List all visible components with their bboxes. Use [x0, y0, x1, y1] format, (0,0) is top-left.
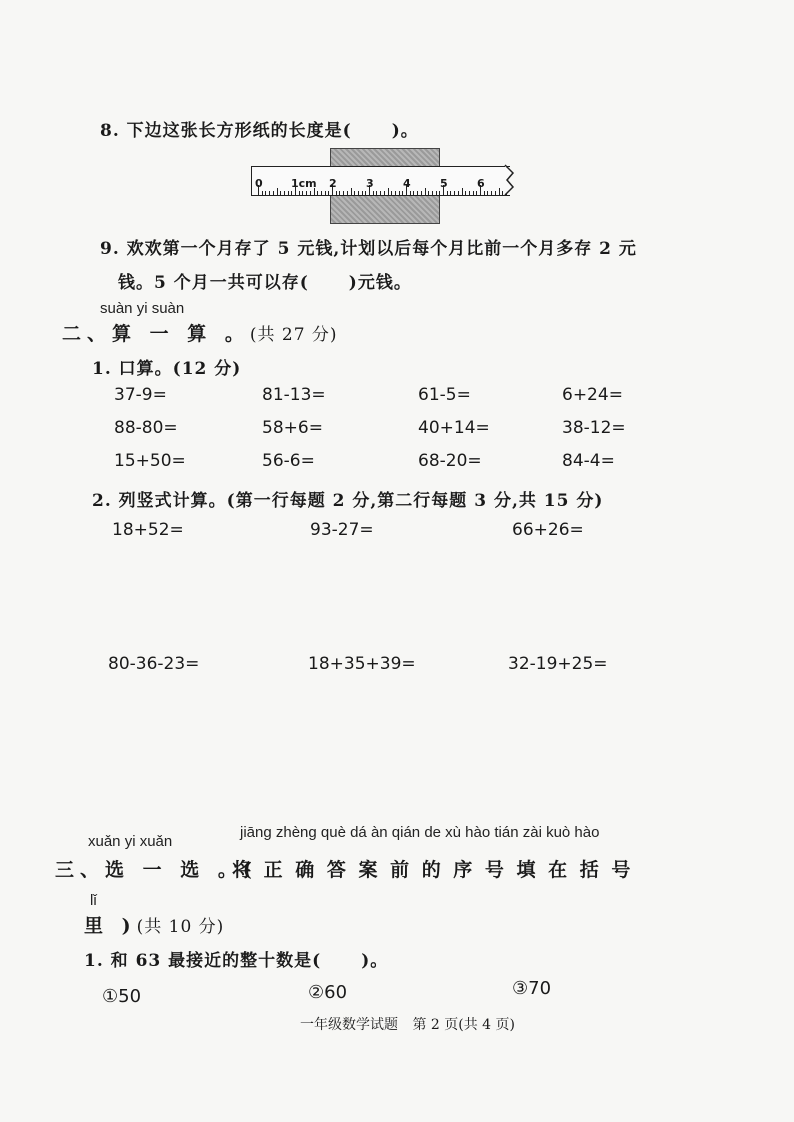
section-score: (共 27 分) — [249, 325, 338, 345]
section-score: (共 10 分) — [136, 917, 225, 937]
question-number: 9. — [100, 239, 120, 259]
ruler-tick — [291, 191, 292, 195]
oral-problem: 68-20= — [418, 451, 482, 471]
ruler-tick — [376, 191, 377, 195]
ruler-tick — [269, 191, 270, 195]
ruler-tick — [265, 191, 266, 195]
ruler-label: 6 — [477, 177, 485, 190]
ruler-tick — [273, 191, 274, 195]
section-3-pinyin-2: jiāng zhèng què dá àn qián de xù hào tián zài kuò hào — [240, 824, 600, 841]
ruler-tick — [343, 191, 344, 195]
ruler-tick — [277, 188, 278, 195]
ruler-tick — [317, 191, 318, 195]
ruler-tick — [380, 191, 381, 195]
ruler-tick — [454, 191, 455, 195]
oral-problem: 40+14= — [418, 418, 490, 438]
vertical-problem: 80-36-23= — [108, 654, 200, 674]
ruler-tick — [373, 191, 374, 195]
oral-problem: 81-13= — [262, 385, 326, 405]
vertical-problem: 18+52= — [112, 520, 184, 540]
question-text-line2a: 钱。5 个月一共可以存( — [118, 273, 309, 293]
question-number: 1. — [84, 951, 104, 971]
ruler-tick — [439, 191, 440, 195]
page-footer — [300, 1014, 515, 1034]
question-text: 下边这张长方形纸的长度是( — [126, 121, 352, 141]
vertical-problem: 32-19+25= — [508, 654, 608, 674]
ruler-tick — [328, 191, 329, 195]
ruler-label: 4 — [403, 177, 411, 190]
ruler-tick — [347, 191, 348, 195]
section-3-title-line2 — [84, 911, 224, 938]
ruler-label: 1cm — [291, 177, 317, 190]
oral-problem: 61-5= — [418, 385, 471, 405]
oral-problem: 56-6= — [262, 451, 315, 471]
section-title-text: 二、算 一 算 。 — [62, 323, 250, 345]
s2-question-2-title: 2. 列竖式计算。(第一行每题 2 分,第二行每题 3 分,共 15 分) — [92, 491, 604, 511]
ruler-label: 3 — [366, 177, 374, 190]
ruler-tick — [476, 191, 477, 195]
footer-title: 一年级数学试题 — [300, 1017, 398, 1033]
question-text: 和 63 最接近的整十数是( — [110, 951, 322, 971]
ruler-tick — [484, 191, 485, 195]
oral-problem: 6+24= — [562, 385, 623, 405]
question-tail: )。 — [391, 121, 419, 141]
oral-problem: 88-80= — [114, 418, 178, 438]
oral-problem: 84-4= — [562, 451, 615, 471]
ruler-tick — [321, 191, 322, 195]
oral-problem: 38-12= — [562, 418, 626, 438]
option-2[interactable]: ②60 — [308, 982, 348, 1003]
question-9 — [100, 234, 637, 259]
ruler-tick — [280, 191, 281, 195]
ruler-tick — [310, 191, 311, 195]
ruler-tick — [384, 191, 385, 195]
ruler-tick — [284, 191, 285, 195]
ruler — [251, 166, 510, 196]
ruler-tick — [336, 191, 337, 195]
ruler-tick — [388, 188, 389, 195]
ruler-tick — [436, 191, 437, 195]
ruler-tick — [395, 191, 396, 195]
ruler-tick — [462, 188, 463, 195]
ruler-tick — [391, 191, 392, 195]
ruler-tick — [354, 191, 355, 195]
ruler-tick — [469, 191, 470, 195]
oral-problem: 15+50= — [114, 451, 186, 471]
ruler-tick — [299, 191, 300, 195]
ruler-tick — [487, 191, 488, 195]
option-3[interactable]: ③70 — [512, 978, 552, 999]
question-number: 8. — [100, 121, 120, 141]
section-3-pinyin-3: lǐ — [90, 892, 97, 909]
ruler-broken-end-icon — [503, 164, 517, 196]
section-title-text: 三、选 一 选 。( — [55, 859, 258, 881]
question-tail: )。 — [361, 951, 389, 971]
ruler-tick — [473, 191, 474, 195]
question-8 — [100, 116, 419, 141]
ruler-tick — [365, 191, 366, 195]
ruler-tick — [458, 191, 459, 195]
section-2-pinyin: suàn yi suàn — [100, 300, 185, 317]
ruler-tick — [402, 191, 403, 195]
ruler-tick — [495, 191, 496, 195]
ruler-tick — [410, 191, 411, 195]
question-text-line1: 欢欢第一个月存了 5 元钱,计划以后每个月比前一个月多存 2 元 — [126, 239, 637, 259]
question-text-line2b: )元钱。 — [348, 273, 412, 293]
ruler-tick — [432, 191, 433, 195]
section-3-pinyin-1: xuǎn yi xuǎn — [88, 833, 173, 850]
s2-question-1-title: 1. 口算。(12 分) — [92, 359, 242, 379]
section-title-text: 里 ) — [84, 915, 137, 937]
ruler-tick — [417, 191, 418, 195]
ruler-tick — [413, 191, 414, 195]
question-9-line2 — [118, 268, 412, 293]
vertical-problem: 66+26= — [512, 520, 584, 540]
section-3-title-rest: 将 正 确 答 案 前 的 序 号 填 在 括 号 — [232, 859, 634, 881]
ruler-label: 0 — [255, 177, 263, 190]
ruler-tick — [358, 191, 359, 195]
ruler-tick — [302, 191, 303, 195]
ruler-tick — [288, 191, 289, 195]
ruler-tick — [421, 191, 422, 195]
ruler-tick — [447, 191, 448, 195]
ruler-tick — [450, 191, 451, 195]
ruler-tick — [325, 191, 326, 195]
section-3-title — [55, 855, 258, 882]
footer-page: 第 2 页(共 4 页) — [412, 1017, 515, 1033]
s3-question-1 — [84, 946, 388, 971]
ruler-tick — [339, 191, 340, 195]
ruler-tick — [306, 191, 307, 195]
ruler-label: 5 — [440, 177, 448, 190]
vertical-problem: 93-27= — [310, 520, 374, 540]
ruler-tick — [465, 191, 466, 195]
ruler-label: 2 — [329, 177, 337, 190]
oral-problem: 58+6= — [262, 418, 323, 438]
ruler-tick — [499, 188, 500, 195]
vertical-problem: 18+35+39= — [308, 654, 416, 674]
option-1[interactable]: ①50 — [102, 986, 142, 1007]
oral-problem: 37-9= — [114, 385, 167, 405]
ruler-tick — [351, 188, 352, 195]
ruler-tick — [425, 188, 426, 195]
ruler-tick — [362, 191, 363, 195]
ruler-tick — [491, 191, 492, 195]
ruler-tick — [262, 191, 263, 195]
ruler-tick — [399, 191, 400, 195]
ruler-tick — [428, 191, 429, 195]
section-2-title — [62, 319, 338, 346]
